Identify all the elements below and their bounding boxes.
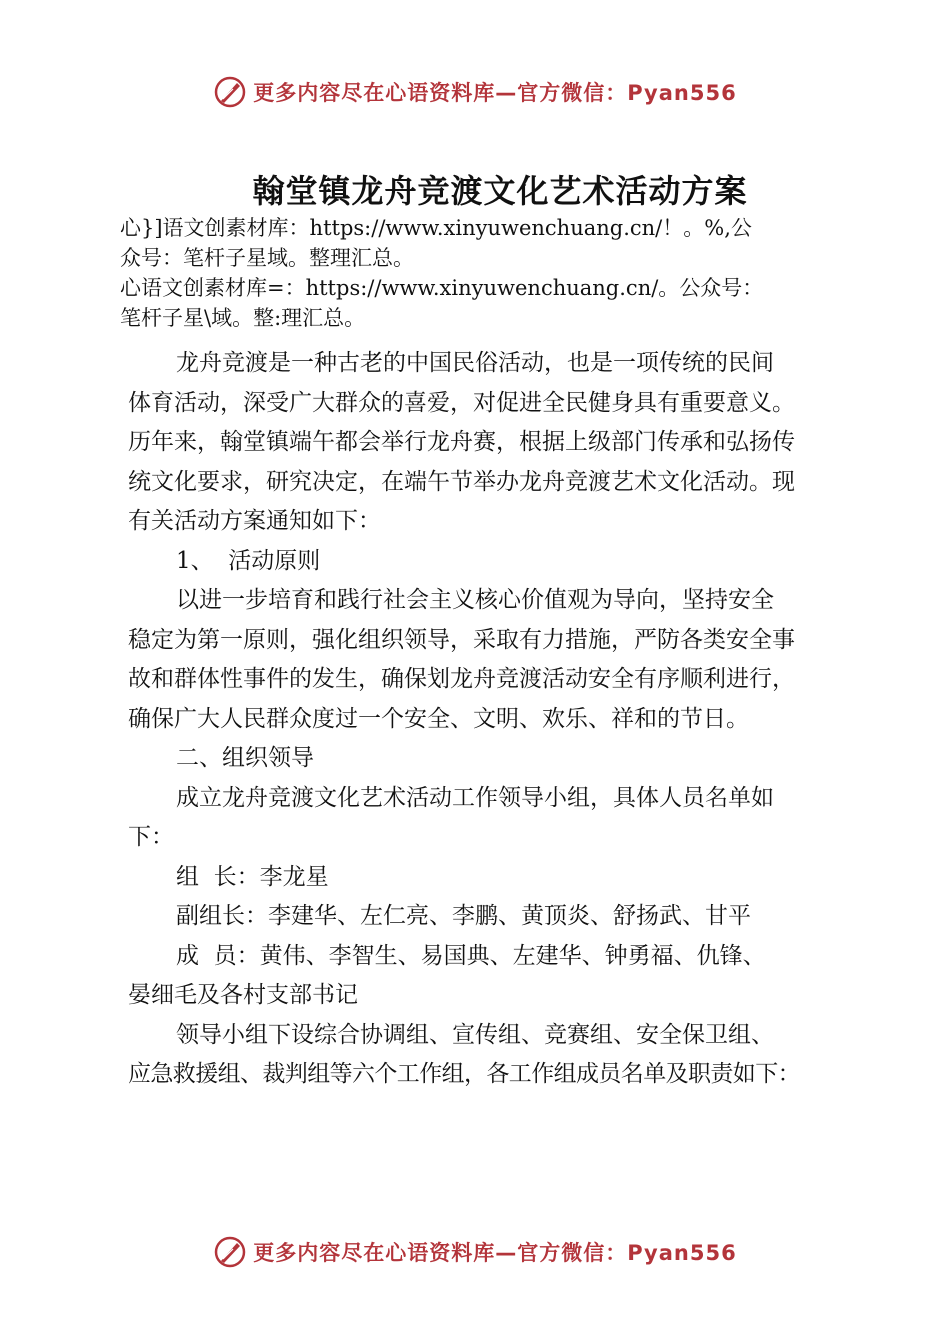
org-paragraph <box>128 779 850 858</box>
section-heading-1 <box>128 542 850 582</box>
text-line: 体育活动，深受广大群众的喜爱，对促进全民健身具有重要意义。 <box>128 389 795 416</box>
groups-paragraph <box>128 1016 850 1095</box>
watermark-line: 心语文创素材库=：https://www.xinyuwenchuang.cn/。公众号： <box>120 276 764 300</box>
text-line: 故和群体性事件的发生，确保划龙舟竞渡活动安全有序顺利进行， <box>128 666 795 692</box>
text-line: 晏细毛及各村支部书记 <box>128 982 358 1008</box>
watermark-line: 心}]语文创素材库：https://www.xinyuwenchuang.cn/！。%,公 <box>120 216 752 240</box>
watermark-line: 众号：笔杆子星域。整理汇总。 <box>120 246 414 270</box>
header-banner <box>0 70 950 114</box>
text-line: 应急救援组、裁判组等六个工作组，各工作组成员名单及职责如下： <box>128 1061 801 1087</box>
watermark-line: 笔杆子星\域。整:理汇总。 <box>120 306 366 330</box>
document-title: 翰堂镇龙舟竞渡文化艺术活动方案 <box>252 172 748 210</box>
quill-pen-logo-icon <box>213 1235 247 1269</box>
text-line: 成立龙舟竞渡文化艺术活动工作领导小组，具体人员名单如 <box>176 784 774 811</box>
text-line: 稳定为第一原则，强化组织领导，采取有力措施，严防各类安全事 <box>128 626 795 653</box>
text-line: 确保广大人民群众度过一个安全、文明、欢乐、祥和的节日。 <box>128 705 749 732</box>
text-line: 二、组织领导 <box>176 745 314 771</box>
text-line: 统文化要求，研究决定，在端午节举办龙舟竞渡艺术文化活动。现 <box>128 468 795 495</box>
watermark-notice-2 <box>120 273 840 333</box>
watermark-notice-1 <box>120 213 840 273</box>
text-line: 历年来，翰堂镇端午都会举行龙舟赛，根据上级部门传承和弘扬传 <box>128 429 795 455</box>
text-line: 成 员：黄伟、李智生、易国典、左建华、钟勇福、仇锋、 <box>176 942 766 969</box>
footer-banner <box>0 1230 950 1274</box>
document-body <box>128 344 850 1095</box>
leader-line <box>128 858 850 898</box>
intro-paragraph <box>128 344 850 542</box>
text-line: 龙舟竞渡是一种古老的中国民俗活动，也是一项传统的民间 <box>176 350 774 376</box>
text-line: 组 长：李龙星 <box>176 863 329 890</box>
text-line: 副组长：李建华、左仁亮、李鹏、黄顶炎、舒扬武、甘平 <box>176 903 751 929</box>
quill-pen-logo-icon <box>213 75 247 109</box>
principle-paragraph <box>128 581 850 739</box>
text-line: 有关活动方案通知如下： <box>128 508 381 534</box>
header-banner-text: 更多内容尽在心语资料库—官方微信：Pyan556 <box>253 81 737 105</box>
section-heading-2 <box>128 739 850 779</box>
text-line: 以进一步培育和践行社会主义核心价值观为导向，坚持安全 <box>176 587 774 613</box>
footer-banner-text: 更多内容尽在心语资料库—官方微信：Pyan556 <box>253 1241 737 1265</box>
members-paragraph <box>128 937 850 1016</box>
deputy-line <box>128 897 850 937</box>
text-line: 下： <box>128 824 174 850</box>
text-line: 1、 活动原则 <box>176 547 321 574</box>
text-line: 领导小组下设综合协调组、宣传组、竞赛组、安全保卫组、 <box>176 1021 774 1048</box>
